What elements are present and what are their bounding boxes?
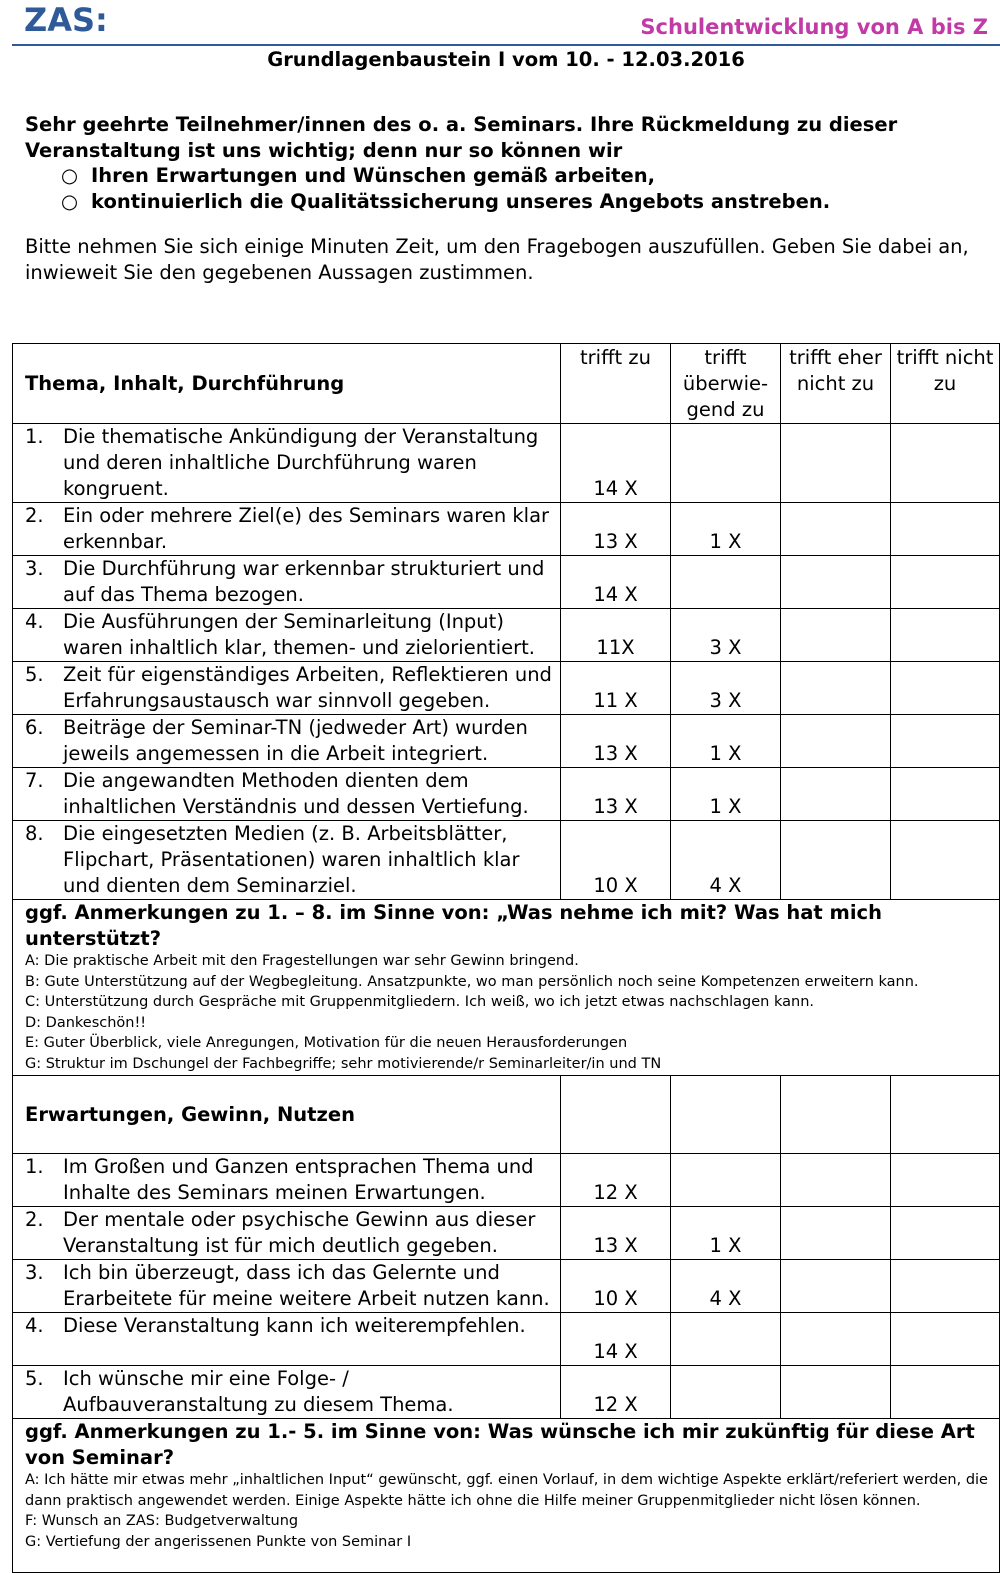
statement-text: Die Ausführungen der Seminarleitung (Input) waren inhaltlich klar, themen- und zielorientiert. (63, 610, 535, 659)
section-title: Erwartungen, Gewinn, Nutzen (13, 1076, 561, 1154)
brand-tagline: Schulentwicklung von A bis Z (640, 15, 988, 39)
response-count (891, 1260, 1000, 1313)
response-count: 11X (561, 609, 671, 662)
statement-cell (13, 662, 561, 715)
statement (25, 609, 554, 661)
response-count (781, 609, 891, 662)
statement-row (13, 424, 1000, 503)
intro-block (25, 112, 985, 214)
participant-comment: C: Unterstützung durch Gespräche mit Gruppenmitgliedern. Ich weiß, wo ich jetzt etwas nachschlagen kann. (25, 994, 814, 1010)
statement (25, 662, 554, 714)
response-count (781, 1313, 891, 1366)
statement-cell (13, 821, 561, 900)
statement-text: Ich wünsche mir eine Folge- / Aufbauveranstaltung zu diesem Thema. (63, 1367, 454, 1416)
response-count: 12 X (561, 1366, 671, 1419)
statement-row (13, 609, 1000, 662)
statement-text: Die angewandten Methoden dienten dem inhaltlichen Verständnis und dessen Vertiefung. (63, 769, 529, 818)
statement-number: 6. (25, 716, 44, 739)
statement-cell (13, 1313, 561, 1366)
response-count (781, 1366, 891, 1419)
statement-text: Die thematische Ankündigung der Veranstaltung und deren inhaltliche Durchführung waren kongruent. (63, 425, 539, 500)
response-count (891, 768, 1000, 821)
section-header-row (13, 1076, 1000, 1154)
response-count (891, 1154, 1000, 1207)
response-count (781, 1207, 891, 1260)
notes-title: ggf. Anmerkungen zu 1. – 8. im Sinne von: „Was nehme ich mit? Was hat mich unterstützt? (25, 901, 882, 950)
column-header: trifft zu (561, 344, 671, 424)
statement-cell (13, 768, 561, 821)
response-count: 13 X (561, 768, 671, 821)
participant-comment: G: Vertiefung der angerissenen Punkte von Seminar I (25, 1533, 412, 1550)
statement-cell (13, 715, 561, 768)
statement (25, 556, 554, 608)
column-header (561, 1076, 671, 1154)
statement-cell (13, 1366, 561, 1419)
response-count: 4 X (671, 1260, 781, 1313)
response-count (891, 503, 1000, 556)
statement-text: Diese Veranstaltung kann ich weiterempfehlen. (63, 1314, 526, 1337)
response-count (891, 424, 1000, 503)
statement-cell (13, 1154, 561, 1207)
seminar-subtitle: Grundlagenbaustein I vom 10. - 12.03.2016 (267, 48, 745, 71)
response-count (891, 662, 1000, 715)
participant-comment: A: Die praktische Arbeit mit den Fragestellungen war sehr Gewinn bringend. (25, 953, 579, 969)
statement-text: Die Durchführung war erkennbar strukturiert und auf das Thema bezogen. (63, 557, 545, 606)
response-count (781, 424, 891, 503)
statement-row (13, 1154, 1000, 1207)
intro-bullet-item (25, 189, 985, 215)
statement-row (13, 1260, 1000, 1313)
statement-number: 4. (25, 610, 44, 633)
response-count: 10 X (561, 1260, 671, 1313)
intro-text: Sehr geehrte Teilnehmer/innen des o. a. Seminars. Ihre Rückmeldung zu dieser Veranstaltung ist uns wichtig; denn nur so können wir (25, 113, 898, 162)
notes-title: ggf. Anmerkungen zu 1.- 5. im Sinne von: Was wünsche ich mir zukünftig für diese Art von Seminar? (25, 1420, 975, 1469)
notes-row (13, 1419, 1000, 1573)
response-count (781, 556, 891, 609)
participant-comment: G: Struktur im Dschungel der Fachbegriffe; sehr motivierende/r Seminarleiter/in und TN (25, 1055, 662, 1072)
response-count: 13 X (561, 503, 671, 556)
intro-bullet-text: Ihren Erwartungen und Wünschen gemäß arbeiten, (91, 164, 656, 187)
statement-number: 3. (25, 1261, 44, 1284)
statement (25, 768, 554, 820)
response-count: 13 X (561, 1207, 671, 1260)
column-header: trifft eher nicht zu (781, 344, 891, 424)
statement-row (13, 715, 1000, 768)
statement-cell (13, 503, 561, 556)
response-count (891, 1313, 1000, 1366)
response-count: 10 X (561, 821, 671, 900)
response-count (781, 715, 891, 768)
survey-body (13, 344, 1000, 1573)
notes-row (13, 900, 1000, 1076)
response-count (671, 1313, 781, 1366)
circle-bullet-icon: ○ (61, 189, 79, 213)
response-count: 1 X (671, 1207, 781, 1260)
response-count (891, 715, 1000, 768)
response-count (781, 768, 891, 821)
response-count (891, 556, 1000, 609)
statement-cell (13, 556, 561, 609)
statement (25, 1366, 554, 1418)
participant-comment: D: Dankeschön!! (25, 1014, 147, 1031)
page-header (0, 0, 1000, 46)
statement (25, 1313, 554, 1339)
response-count (671, 1366, 781, 1419)
statement-number: 1. (25, 1155, 44, 1178)
section-title: Thema, Inhalt, Durchführung (13, 344, 561, 424)
instructions (25, 234, 985, 285)
participant-comment: E: Guter Überblick, viele Anregungen, Motivation für die neuen Herausforderungen (25, 1035, 628, 1051)
notes-cell (13, 900, 1000, 1076)
zas-logo: ZAS: (24, 1, 108, 39)
statement-number: 7. (25, 769, 44, 792)
survey-table (12, 343, 1000, 1573)
participant-comment: A: Ich hätte mir etwas mehr „inhaltlichen Input“ gewünscht, ggf. einen Vorlauf, in dem wichtige Aspekte erklärt/referiert werden, die dann praktisch angewendet werden. Einige Aspekte hätte ich ohne die Hilfe meiner Gruppenmitglieder nicht lösen können. (25, 1472, 988, 1509)
statement-cell (13, 424, 561, 503)
statement-row (13, 821, 1000, 900)
statement-row (13, 1207, 1000, 1260)
statement-cell (13, 609, 561, 662)
response-count: 13 X (561, 715, 671, 768)
response-count (671, 1154, 781, 1207)
response-count: 1 X (671, 503, 781, 556)
circle-bullet-icon: ○ (61, 164, 79, 187)
statement-text: Ein oder mehrere Ziel(e) des Seminars waren klar erkennbar. (63, 504, 550, 553)
response-count: 1 X (671, 715, 781, 768)
response-count (671, 424, 781, 503)
response-count: 11 X (561, 662, 671, 715)
response-count: 12 X (561, 1154, 671, 1207)
statement (25, 1154, 554, 1206)
response-count (781, 1154, 891, 1207)
response-count (891, 609, 1000, 662)
response-count (891, 821, 1000, 900)
column-header: trifft überwie-gend zu (671, 344, 781, 424)
statement (25, 715, 554, 767)
statement (25, 1207, 554, 1259)
intro-bullet-text: kontinuierlich die Qualitätssicherung unseres Angebots anstreben. (91, 189, 831, 213)
response-count: 14 X (561, 556, 671, 609)
statement-number: 5. (25, 1367, 44, 1390)
statement-row (13, 556, 1000, 609)
statement-cell (13, 1207, 561, 1260)
statement-text: Im Großen und Ganzen entsprachen Thema und Inhalte des Seminars meinen Erwartungen. (63, 1155, 534, 1204)
statement-number: 2. (25, 1208, 44, 1231)
statement-number: 5. (25, 663, 44, 686)
statement (25, 424, 554, 502)
response-count (781, 503, 891, 556)
response-count (891, 1207, 1000, 1260)
response-count (781, 1260, 891, 1313)
statement-text: Die eingesetzten Medien (z. B. Arbeitsblätter, Flipchart, Präsentationen) waren inhaltlich klar und dienten dem Seminarziel. (63, 822, 520, 897)
response-count: 3 X (671, 609, 781, 662)
statement (25, 503, 554, 555)
column-header (781, 1076, 891, 1154)
statement-text: Der mentale oder psychische Gewinn aus dieser Veranstaltung ist für mich deutlich gegeben. (63, 1208, 536, 1257)
statement-row (13, 662, 1000, 715)
statement (25, 821, 554, 899)
participant-comment: B: Gute Unterstützung auf der Wegbegleitung. Ansatzpunkte, wo man persönlich noch seine Kompetenzen erweitern kann. (25, 973, 919, 990)
statement-row (13, 1313, 1000, 1366)
instructions-text: Bitte nehmen Sie sich einige Minuten Zeit, um den Fragebogen auszufüllen. Geben Sie dabei an, inwieweit Sie den gegebenen Aussagen zustimmen. (25, 235, 969, 284)
header-rule (12, 44, 1000, 46)
statement-row (13, 768, 1000, 821)
statement-text: Ich bin überzeugt, dass ich das Gelernte und Erarbeitete für meine weitere Arbeit nutzen kann. (63, 1261, 550, 1310)
column-header (671, 1076, 781, 1154)
response-count (891, 1366, 1000, 1419)
statement-number: 2. (25, 504, 44, 527)
intro-bullets (25, 163, 985, 214)
statement (25, 1260, 554, 1312)
statement-number: 8. (25, 822, 44, 845)
response-count: 14 X (561, 1313, 671, 1366)
column-header (891, 1076, 1000, 1154)
response-count (671, 556, 781, 609)
statement-number: 3. (25, 557, 44, 580)
notes-cell (13, 1419, 1000, 1573)
statement-row (13, 503, 1000, 556)
statement-number: 1. (25, 425, 44, 448)
intro-bullet-item (25, 163, 985, 189)
statement-text: Beiträge der Seminar-TN (jedweder Art) wurden jeweils angemessen in die Arbeit integriert. (63, 716, 528, 765)
participant-comment: F: Wunsch an ZAS: Budgetverwaltung (25, 1513, 299, 1529)
statement-text: Zeit für eigenständiges Arbeiten, Reflektieren und Erfahrungsaustausch war sinnvoll gegeben. (63, 663, 552, 712)
response-count: 3 X (671, 662, 781, 715)
response-count (781, 821, 891, 900)
statement-row (13, 1366, 1000, 1419)
section-header-row (13, 344, 1000, 424)
response-count: 1 X (671, 768, 781, 821)
response-count (781, 662, 891, 715)
statement-cell (13, 1260, 561, 1313)
response-count: 14 X (561, 424, 671, 503)
response-count: 4 X (671, 821, 781, 900)
column-header: trifft nicht zu (891, 344, 1000, 424)
statement-number: 4. (25, 1314, 44, 1337)
